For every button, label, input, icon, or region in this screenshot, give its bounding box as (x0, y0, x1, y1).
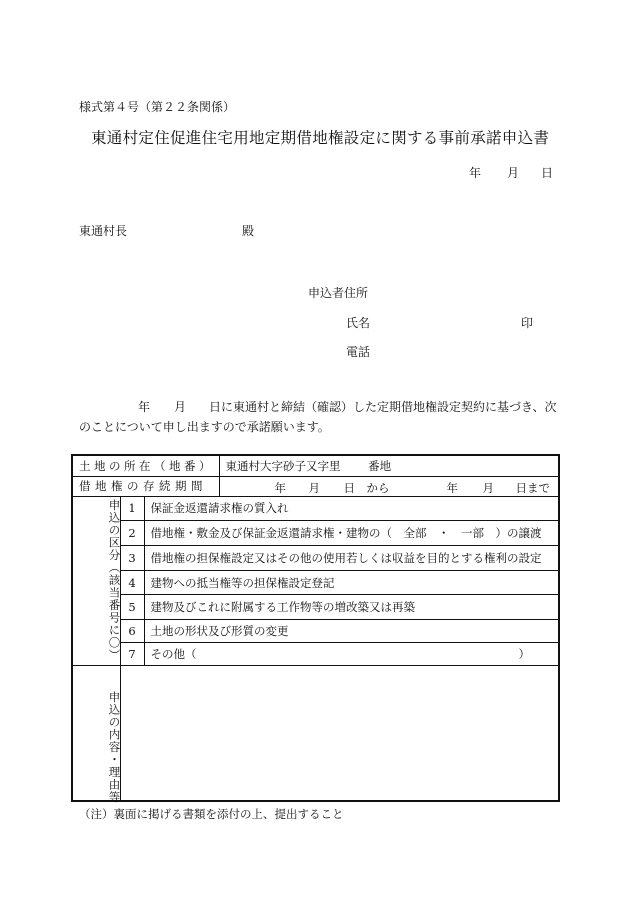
period-from: 日 から (343, 480, 390, 495)
category-row-6 (72, 620, 559, 643)
footnote: （注）裏面に掲げる書類を添付の上、提出すること (79, 807, 344, 821)
period-month1: 月 (308, 480, 320, 495)
period-month2: 月 (482, 480, 494, 495)
addressee-honorific: 殿 (242, 224, 255, 238)
category-label: 申込の区分（該当番号に〇） (107, 499, 122, 662)
item-text[interactable]: 建物及びこれに附属する工作物等の増改築又は再築 (144, 595, 559, 620)
location-value-cell[interactable] (219, 455, 559, 476)
category-row-4 (72, 570, 559, 595)
item-number: 2 (120, 521, 144, 546)
applicant-phone-label: 電話 (346, 345, 371, 359)
page-title: 東通村定住促進住宅用地定期借地権設定に関する事前承諾申込書 (91, 129, 550, 147)
item-text[interactable]: 土地の形状及び形質の変更 (144, 620, 559, 643)
period-value-cell[interactable] (219, 476, 559, 496)
location-value: 東通村大字砂子又字里 (225, 458, 341, 473)
period-year1: 年 (274, 480, 286, 495)
applicant-name-label: 氏名 (346, 316, 371, 330)
item-other-close: ） (518, 646, 530, 661)
seal-mark: 印 (521, 316, 534, 330)
location-label: 土地の所在（地番） (72, 455, 219, 476)
category-row-3 (72, 545, 559, 570)
body-year: 年 (138, 400, 151, 414)
category-row-7 (72, 642, 559, 665)
content-row (72, 665, 559, 801)
date-month: 月 (507, 166, 520, 180)
category-row-5 (72, 595, 559, 620)
item-text[interactable]: 借地権の担保権設定又はその他の使用若しくは収益を目的とする権利の設定 (144, 545, 559, 570)
period-year2: 年 (446, 480, 458, 495)
category-label-cell (72, 496, 120, 665)
body-month: 月 (174, 400, 187, 414)
addressee-name: 東通村長 (79, 224, 128, 238)
location-suffix: 番地 (368, 458, 392, 473)
body-line2: のことについて申し出ますので承諾願います。 (79, 420, 330, 434)
item-text[interactable]: 保証金返還請求権の質入れ (144, 496, 559, 521)
content-label: 申込の内容・理由等 (107, 690, 122, 803)
location-row (72, 455, 559, 476)
body-line1-rest: 日に東通村と締結（確認）した定期借地権設定契約に基づき、次 (209, 400, 557, 414)
item-other-open: その他（ (150, 646, 197, 661)
item-text[interactable]: 借地権・敷金及び保証金返還請求権・建物の（ 全部 ・ 一部 ）の譲渡 (144, 521, 559, 546)
form-number: 様式第４号（第２２条関係） (79, 100, 236, 114)
period-label: 借地権の存続期間 (72, 476, 219, 496)
item-number: 1 (120, 496, 144, 521)
category-row-1 (72, 496, 559, 521)
item-text[interactable]: 建物への抵当権等の担保権設定登記 (144, 570, 559, 595)
item-text-other[interactable] (144, 642, 559, 665)
period-to: 日まで (515, 480, 550, 495)
period-row (72, 476, 559, 496)
item-number: 7 (120, 642, 144, 665)
item-number: 6 (120, 620, 144, 643)
category-row-2 (72, 521, 559, 546)
item-number: 3 (120, 545, 144, 570)
applicant-address-label: 申込者住所 (308, 286, 369, 300)
item-number: 4 (120, 570, 144, 595)
content-input-area[interactable] (120, 665, 559, 801)
date-year: 年 (469, 166, 482, 180)
item-number: 5 (120, 595, 144, 620)
content-label-cell (72, 665, 120, 801)
date-day: 日 (541, 166, 554, 180)
application-table (71, 454, 560, 802)
